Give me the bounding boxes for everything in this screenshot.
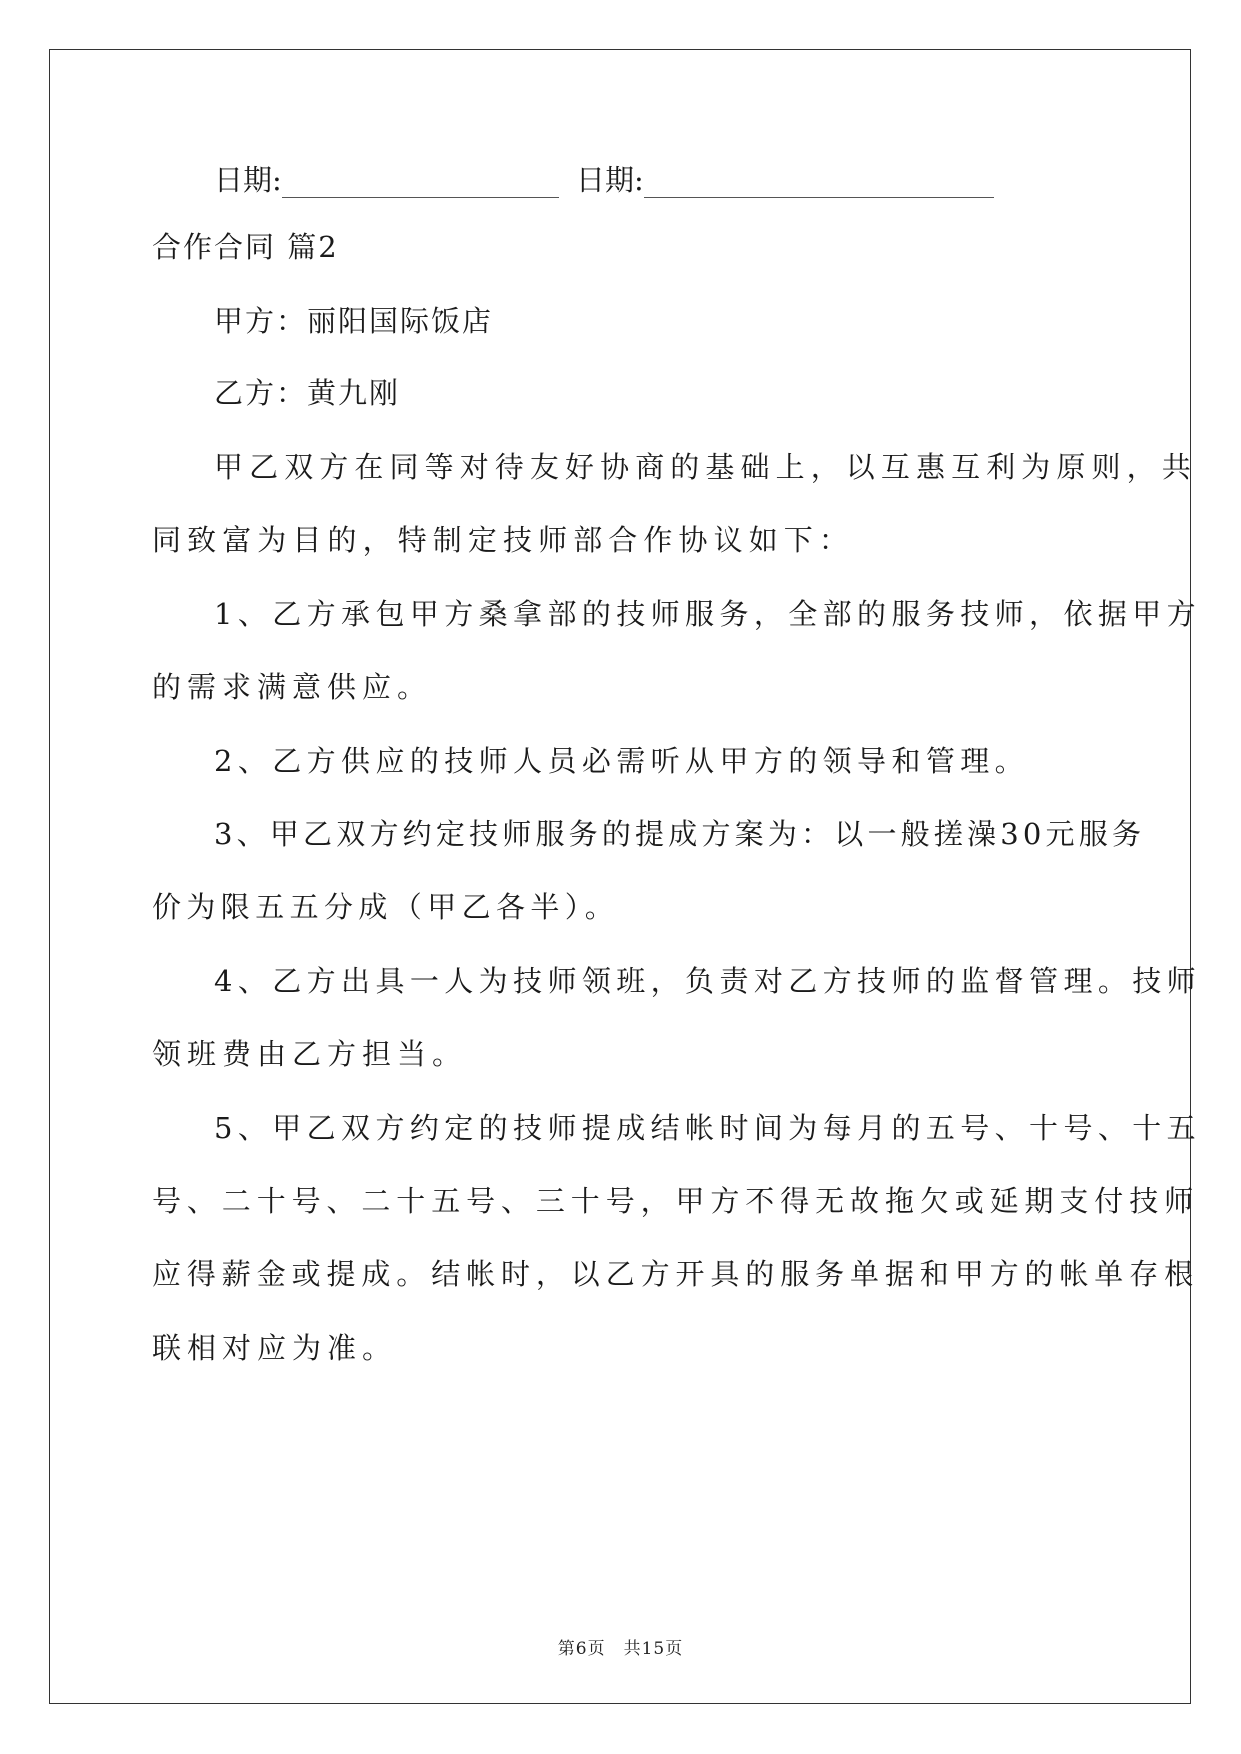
date-label-party-b: 日期: (576, 163, 644, 197)
intro-paragraph-line-2: 同致富为目的，特制定技师部合作协议如下： (152, 523, 855, 557)
page-number-footer: 第6页 共15页 (557, 1639, 684, 1659)
page-border (49, 49, 1191, 1704)
item-3-line-1: 3、甲乙双方约定技师服务的提成方案为：以一般搓澡30元服务 (214, 817, 1146, 851)
date-blank-party-a[interactable] (282, 197, 559, 198)
intro-paragraph-line-1: 甲乙双方在同等对待友好协商的基础上，以互惠互利为原则，共 (214, 450, 1197, 484)
item-4-line-2: 领班费由乙方担当。 (152, 1037, 468, 1071)
item-1-line-2: 的需求满意供应。 (152, 670, 433, 704)
item-5-line-1: 5、甲乙双方约定的技师提成结帐时间为每月的五号、十号、十五 (214, 1111, 1202, 1145)
date-blank-party-b[interactable] (644, 197, 994, 198)
item-5-line-2: 号、二十号、二十五号、三十号，甲方不得无故拖欠或延期支付技师 (152, 1184, 1200, 1218)
item-3-line-2: 价为限五五分成（甲乙各半）。 (152, 890, 620, 924)
signature-date-row (214, 160, 1092, 204)
date-label-party-a: 日期: (214, 163, 282, 197)
party-b: 乙方：黄九刚 (214, 376, 401, 410)
item-4-line-1: 4、乙方出具一人为技师领班，负责对乙方技师的监督管理。技师 (214, 964, 1202, 998)
party-a: 甲方：丽阳国际饭店 (214, 304, 494, 338)
item-5-line-4: 联相对应为准。 (152, 1331, 398, 1365)
item-2-line-1: 2、乙方供应的技师人员必需听从甲方的领导和管理。 (214, 744, 1030, 778)
item-5-line-3: 应得薪金或提成。结帐时，以乙方开具的服务单据和甲方的帐单存根 (152, 1257, 1200, 1291)
section-heading: 合作合同 篇2 (152, 230, 339, 264)
item-1-line-1: 1、乙方承包甲方桑拿部的技师服务，全部的服务技师，依据甲方 (214, 597, 1202, 631)
